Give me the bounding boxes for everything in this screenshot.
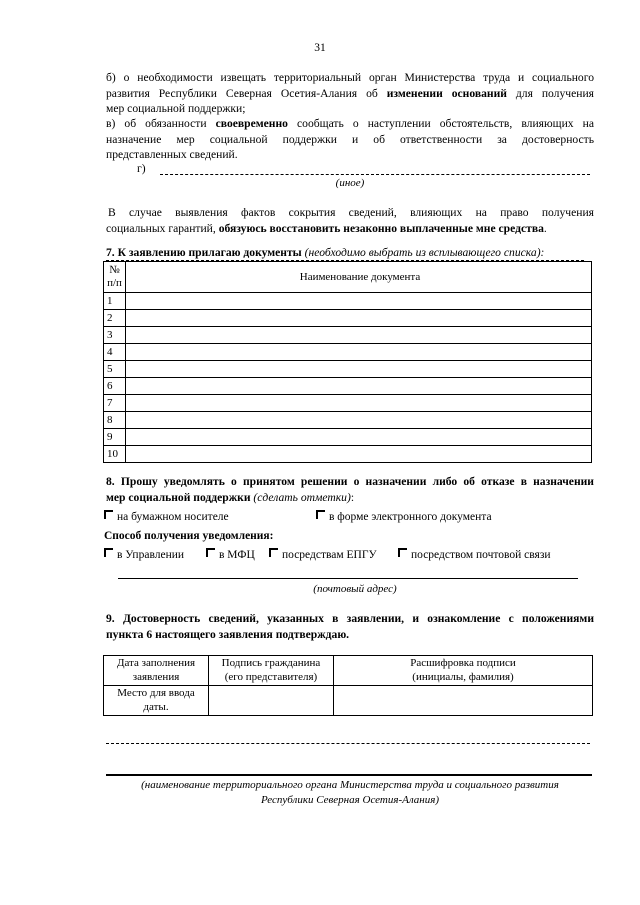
delivery-method-title: Способ получения уведомления: [104,530,274,542]
paper-label: на бумажном носителе [117,511,229,523]
document-name-cell[interactable] [126,378,592,395]
date-placeholder-line-2: даты. [143,700,169,713]
row-number: 8 [104,412,126,429]
date-placeholder-line-1: Место для ввода [117,687,195,699]
table-row [104,446,592,463]
paragraph-b-text-end: для получения [506,86,594,100]
row-number: 2 [104,310,126,327]
number-abbrev: п/п [107,277,122,289]
row-number: 6 [104,378,126,395]
date-header-line-2: заявления [132,670,180,683]
document-name-column-header: Наименование документа [126,262,592,293]
paragraph-v-line-1 [106,116,594,132]
document-name-cell[interactable] [126,412,592,429]
electronic-checkbox[interactable] [316,510,325,519]
page-number: 31 [314,42,326,54]
date-column-header [104,656,209,686]
authority-input-line[interactable] [106,743,590,744]
section-8-title [106,474,594,505]
method-mfc[interactable] [206,548,255,561]
concealment-text: социальных гарантий, [106,221,219,235]
row-number: 4 [104,344,126,361]
section-8-line-2 [106,490,594,506]
admin-label: в Управлении [117,549,185,561]
name-column-header [334,656,593,686]
table-row [104,429,592,446]
paragraph-v-line-3: представленных сведений. [106,148,238,161]
paragraph-g-label: г) [137,162,146,175]
changes-emphasis: изменении оснований [386,86,507,100]
signature-entry-cell[interactable] [209,686,334,716]
paragraph-v-line-2: назначение мер социальной поддержки и об ответственности за достоверность [106,132,594,146]
row-number: 7 [104,395,126,412]
electronic-label: в форме электронного документа [329,511,492,523]
footer-caption-line-1: (наименование территориального органа Министерства труда и социального развития [141,779,559,791]
document-name-cell[interactable] [126,429,592,446]
table-row [104,310,592,327]
section-8-hint: (сделать отметки) [250,490,351,504]
name-header-line-2: (инициалы, фамилия) [412,670,514,683]
table-row [104,327,592,344]
signature-entry-row [104,686,593,716]
signature-header-line-1: Подпись гражданина [221,657,321,669]
section-8-line-1: 8. Прошу уведомлять о принятом решении о назначении либо об отказе в назначении [106,475,594,488]
timely-emphasis: своевременно [215,117,288,130]
number-sign: № [109,264,120,276]
row-number: 5 [104,361,126,378]
footer-caption-line-2: Республики Северная Осетия-Алания) [260,794,440,806]
mfc-checkbox[interactable] [206,548,215,557]
documents-table-header [104,262,592,293]
document-name-cell[interactable] [126,327,592,344]
option-electronic[interactable] [316,510,492,523]
paragraph-b-line-2 [106,86,594,102]
document-name-cell[interactable] [126,310,592,327]
paragraph-b [106,70,594,117]
option-paper[interactable] [104,510,229,523]
document-name-cell[interactable] [126,293,592,310]
signature-column-header [209,656,334,686]
table-row [104,344,592,361]
concealment-line-2 [106,221,594,237]
documents-table [103,261,592,463]
paragraph-v [106,116,594,163]
restore-funds-emphasis: обязуюсь восстановить незаконно выплаченные мне средства [218,221,544,235]
document-name-cell[interactable] [126,395,592,412]
section-7-heading: 7. К заявлению прилагаю документы [106,246,302,259]
row-number: 3 [104,327,126,344]
table-row [104,293,592,310]
postal-address-caption: (почтовый адрес) [313,583,397,595]
paragraph-b-line-1: б) о необходимости извещать территориальный орган Министерства труда и социального [106,71,594,84]
section-9-line-2: пункта 6 настоящего заявления подтверждаю. [106,627,350,641]
document-name-cell[interactable] [126,344,592,361]
admin-checkbox[interactable] [104,548,113,557]
post-label: посредством почтовой связи [411,549,551,561]
date-entry-cell[interactable] [104,686,209,716]
name-entry-cell[interactable] [334,686,593,716]
method-post[interactable] [398,548,551,561]
signature-header-line-2: (его представителя) [224,670,318,683]
post-checkbox[interactable] [398,548,407,557]
section-9-title [106,611,594,642]
table-row [104,361,592,378]
document-name-cell[interactable] [126,446,592,463]
paragraph-b-text: развития Республики Северная Осетия-Алания об [106,86,387,100]
section-8-heading-end: мер социальной поддержки [106,490,251,504]
other-input-line[interactable] [160,174,590,175]
other-caption: (иное) [335,177,365,189]
concealment-paragraph [106,205,594,236]
row-number: 9 [104,429,126,446]
paragraph-v-text-end: сообщать о наступлении обстоятельств, влияющих на [287,117,595,130]
paper-checkbox[interactable] [104,510,113,519]
footer-caption [100,778,600,808]
name-header-line-1: Расшифровка подписи [410,657,516,669]
paragraph-v-text: в) об обязанности [106,117,216,130]
document-name-cell[interactable] [126,361,592,378]
paragraph-b-line-3: мер социальной поддержки; [106,102,246,115]
number-column-header [104,262,126,293]
table-row [104,395,592,412]
row-number: 1 [104,293,126,310]
mfc-label: в МФЦ [219,549,255,561]
concealment-line-1: В случае выявления фактов сокрытия сведений, влияющих на право получения [108,206,594,219]
date-header-line-1: Дата заполнения [116,657,196,669]
section-7-title [106,245,584,261]
row-number: 10 [104,446,126,463]
section-9-line-1: 9. Достоверность сведений, указанных в заявлении, и ознакомление с положениями [106,612,594,625]
footer-divider [106,774,592,776]
signature-header-row [104,656,593,686]
epgu-label: посредствам ЕПГУ [282,549,377,561]
table-row [104,378,592,395]
method-epgu[interactable] [269,548,377,561]
postal-address-input-line[interactable] [118,578,578,579]
section-7-hint: (необходимо выбрать из всплывающего списка): [301,246,545,259]
table-row [104,412,592,429]
method-admin[interactable] [104,548,184,561]
epgu-checkbox[interactable] [269,548,278,557]
section-8-colon: : [350,490,355,504]
signature-table [103,655,593,716]
concealment-text-end: . [543,221,547,235]
